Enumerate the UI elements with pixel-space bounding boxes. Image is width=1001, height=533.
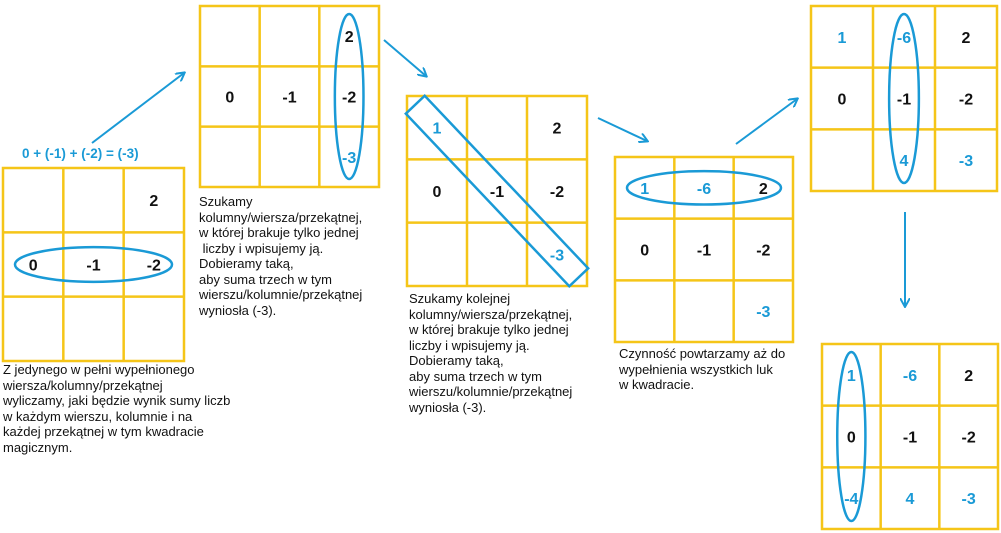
cell-value: 2 <box>552 120 562 138</box>
sum-formula: 0 + (-1) + (-2) = (-3) <box>22 146 139 161</box>
cell-value: 0 <box>640 242 650 260</box>
cell-value: 0 <box>28 257 38 275</box>
step-3-grid <box>406 96 588 286</box>
cell-value: 1 <box>432 120 442 138</box>
cell-value: 2 <box>758 180 768 198</box>
cell-value: 1 <box>837 29 847 47</box>
cell-value: -1 <box>86 257 101 275</box>
cell-value: 2 <box>964 367 974 385</box>
arrow-4-to-5 <box>736 99 797 144</box>
cell-value: -1 <box>896 91 912 109</box>
arrow-2-to-3 <box>384 40 426 76</box>
cell-value: -2 <box>146 257 161 275</box>
cell-value: 2 <box>149 193 159 211</box>
cell-value: -1 <box>902 429 918 447</box>
cell-value: -2 <box>961 429 976 447</box>
cell-value: 0 <box>837 91 847 109</box>
step-3-caption: Szukamy kolejnej kolumny/wiersza/przekątnej, w której brakuje tylko jednej liczby i wpisujemy ją. Dobieramy taką, aby suma trzech w tym wierszu/kolumnie/przekątnej wyniosła (-3). <box>409 291 573 415</box>
cell-value: 2 <box>344 29 354 47</box>
step-5-grid <box>811 6 997 191</box>
step-2-caption: Szukamy kolumny/wiersza/przekątnej, w której brakuje tylko jednej liczby i wpisujemy ją. Dobieramy taką, aby suma trzech w tym wierszu/kolumnie/przekątnej wyniosła (-3). <box>199 194 363 318</box>
cell-value: 1 <box>846 367 856 385</box>
cell-value: -3 <box>958 153 974 171</box>
cell-value: -4 <box>844 491 859 509</box>
step-2-grid <box>200 6 379 187</box>
cell-value: -6 <box>696 180 712 198</box>
cell-value: -3 <box>756 304 771 322</box>
cell-value: -6 <box>896 29 912 47</box>
cell-value: -3 <box>342 149 357 167</box>
cell-value: -1 <box>489 184 505 201</box>
cell-value: 0 <box>432 184 442 201</box>
cell-value: -2 <box>756 242 771 260</box>
cell-value: 2 <box>961 29 971 47</box>
cell-value: -3 <box>549 247 565 265</box>
cell-value: 0 <box>225 89 235 107</box>
step-1-grid <box>3 168 184 361</box>
cell-value: -1 <box>696 242 712 260</box>
cell-value: -3 <box>961 491 976 509</box>
step-6-grid <box>822 344 998 529</box>
cell-value: -1 <box>282 89 297 107</box>
cell-value: 4 <box>905 491 915 509</box>
step-4-grid <box>615 157 793 342</box>
arrow-3-to-4 <box>598 118 647 141</box>
cell-value: -2 <box>549 184 565 201</box>
cell-value: 1 <box>640 180 650 198</box>
cell-value: -6 <box>902 367 918 385</box>
cell-value: 4 <box>899 153 909 171</box>
step-4-caption: Czynność powtarzamy aż do wypełnienia wszystkich luk w kwadracie. <box>619 346 786 392</box>
arrow-1-to-2 <box>92 73 184 143</box>
cell-value: 0 <box>846 429 856 447</box>
step-1-caption: Z jedynego w pełni wypełnionego wiersza/kolumny/przekątnej wyliczamy, jaki będzie wynik sumy liczb w każdym wierszu, kolumnie i na każdej przekątnej w tym kwadracie magicznym. <box>3 362 231 455</box>
cell-value: -2 <box>342 89 357 107</box>
cell-value: -2 <box>958 91 974 109</box>
